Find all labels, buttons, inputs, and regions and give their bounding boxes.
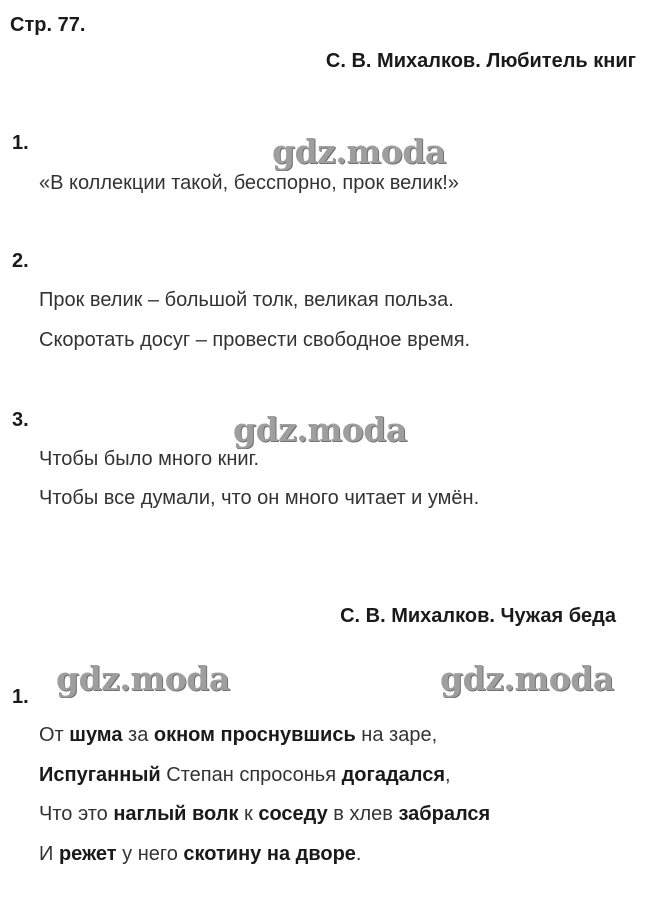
poem-text: на заре, [355, 724, 438, 746]
poem-line [39, 803, 490, 826]
emphasized-word: шума [69, 724, 123, 746]
emphasized-word: режет [58, 843, 117, 865]
poem-text: у него [116, 843, 184, 865]
answer-line: Чтобы все думали, что он много читает и умён. [39, 487, 480, 509]
answer-line: «В коллекции такой, бесспорно, прок велик!» [39, 172, 459, 194]
answer-line: Прок велик – большой толк, великая польза. [39, 289, 454, 311]
poem-text: в хлев [327, 803, 399, 825]
question-2-number: 2. [12, 250, 29, 272]
emphasized-word: наглый волк [113, 803, 239, 825]
emphasized-word: соседу [258, 803, 328, 825]
poem-line [39, 724, 437, 747]
answer-line: Скоротать досуг – провести свободное время. [39, 329, 471, 351]
poem-text: к [238, 803, 259, 825]
watermark: gdz.moda [440, 659, 614, 698]
emphasized-word: догадался [341, 764, 446, 786]
poem-line [39, 764, 451, 787]
watermark: gdz.moda [56, 659, 230, 698]
emphasized-word: Испуганный [39, 764, 161, 786]
poem-text: , [445, 764, 451, 786]
poem-text: Что это [39, 803, 114, 825]
page-label: Стр. 77. [10, 14, 86, 36]
emphasized-word: забрался [398, 803, 491, 825]
poem-line [39, 843, 361, 866]
watermark: gdz.moda [272, 132, 446, 171]
question-1-number: 1. [12, 686, 29, 708]
emphasized-word: окном проснувшись [153, 724, 356, 746]
emphasized-word: скотину на дворе [183, 843, 356, 865]
question-3-number: 3. [12, 409, 29, 431]
poem-text: за [122, 724, 154, 746]
section-heading-chuzhaya-beda: С. В. Михалков. Чужая беда [340, 605, 616, 627]
section-heading-lyubitel-knig: С. В. Михалков. Любитель книг [325, 50, 636, 72]
answer-line: Чтобы было много книг. [39, 448, 260, 470]
poem-text: И [39, 843, 59, 865]
watermark: gdz.moda [233, 410, 407, 449]
poem-text: Степан спросонья [160, 764, 342, 786]
poem-text: . [355, 843, 362, 865]
poem-text: От [39, 724, 70, 746]
question-1-number: 1. [12, 132, 29, 154]
